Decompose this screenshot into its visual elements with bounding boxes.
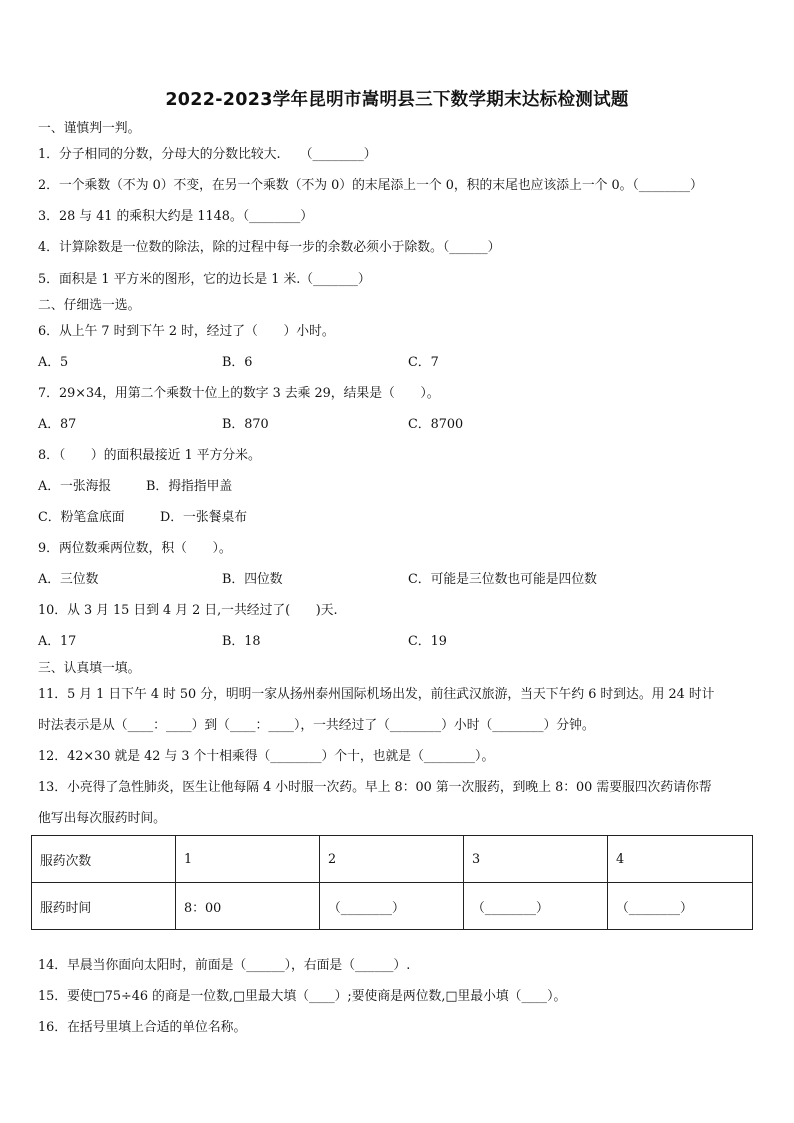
q7-option-c: C．8700 bbox=[408, 417, 464, 432]
q6-option-c: C．7 bbox=[408, 355, 439, 370]
answer-blank-cell[interactable]: （________） bbox=[608, 883, 753, 930]
q6-option-b: B．6 bbox=[222, 355, 253, 370]
question-4: 4．计算除数是一位数的除法，除的过程中每一步的余数必须小于除数。（______） bbox=[38, 240, 501, 255]
q8-option-c: C．粉笔盒底面 bbox=[38, 510, 125, 525]
question-16: 16．在括号里填上合适的单位名称。 bbox=[38, 1020, 247, 1035]
section-heading-judge: 一、谨慎判一判。 bbox=[38, 121, 141, 136]
table-cell: 2 bbox=[320, 836, 464, 883]
question-15: 15．要使□75÷46 的商是一位数,□里最大填（____）;要使商是两位数,□里最小填（____）。 bbox=[38, 989, 567, 1004]
q7-option-a: A．87 bbox=[38, 417, 77, 432]
q10-option-a: A．17 bbox=[38, 634, 77, 649]
q9-option-b: B．四位数 bbox=[222, 572, 283, 587]
section-heading-choose: 二、仔细选一选。 bbox=[38, 298, 141, 313]
question-2: 2．一个乘数（不为 0）不变，在另一个乘数（不为 0）的末尾添上一个 0，积的末尾也应该添上一个 0。（________） bbox=[38, 178, 703, 193]
question-11-line2: 时法表示是从（____：____）到（____：____），一共经过了（________）小时（________）分钟。 bbox=[38, 718, 595, 733]
q10-option-c: C．19 bbox=[408, 634, 447, 649]
question-11-line1: 11．5 月 1 日下午 4 时 50 分，明明一家从扬州泰州国际机场出发，前往武汉旅游，当天下午约 6 时到达。用 24 时计 bbox=[38, 687, 715, 702]
q8-option-b: B．拇指指甲盖 bbox=[146, 479, 233, 494]
q9-option-a: A．三位数 bbox=[38, 572, 99, 587]
table-row bbox=[32, 836, 753, 883]
answer-blank-cell[interactable]: （________） bbox=[320, 883, 464, 930]
q10-option-b: B．18 bbox=[222, 634, 261, 649]
table-cell: 服药次数 bbox=[32, 836, 176, 883]
q7-option-b: B．870 bbox=[222, 417, 269, 432]
q8-option-d: D．一张餐桌布 bbox=[160, 510, 248, 525]
question-1: 1．分子相同的分数，分母大的分数比较大. （________） bbox=[38, 147, 377, 162]
question-13-line2: 他写出每次服药时间。 bbox=[38, 811, 166, 826]
question-6: 6．从上午 7 时到下午 2 时，经过了（ ）小时。 bbox=[38, 324, 335, 339]
table-cell: 1 bbox=[176, 836, 320, 883]
q9-option-c: C．可能是三位数也可能是四位数 bbox=[408, 572, 597, 587]
page-title: 2022-2023学年昆明市嵩明县三下数学期末达标检测试题 bbox=[165, 90, 629, 110]
question-5: 5．面积是 1 平方米的图形，它的边长是 1 米.（_______） bbox=[38, 272, 371, 287]
table-cell: 8：00 bbox=[176, 883, 320, 930]
table-cell: 3 bbox=[464, 836, 608, 883]
question-9: 9．两位数乘两位数，积（ ）。 bbox=[38, 541, 232, 556]
question-8: 8．（ ）的面积最接近 1 平方分米。 bbox=[38, 448, 261, 463]
section-heading-fill: 三、认真填一填。 bbox=[38, 661, 141, 676]
question-13-line1: 13．小亮得了急性肺炎，医生让他每隔 4 小时服一次药。早上 8：00 第一次服药，到晚上 8：00 需要服四次药请你帮 bbox=[38, 780, 712, 795]
table-row bbox=[32, 883, 753, 930]
medication-table bbox=[31, 835, 753, 930]
q6-option-a: A．5 bbox=[38, 355, 69, 370]
question-10: 10．从 3 月 15 日到 4 月 2 日,一共经过了( )天. bbox=[38, 603, 338, 618]
table-cell: 服药时间 bbox=[32, 883, 176, 930]
question-14: 14．早晨当你面向太阳时，前面是（______），右面是（______）. bbox=[38, 958, 411, 973]
table-cell: 4 bbox=[608, 836, 753, 883]
question-7: 7．29×34，用第二个乘数十位上的数字 3 去乘 29，结果是（ ）。 bbox=[38, 386, 440, 401]
answer-blank-cell[interactable]: （________） bbox=[464, 883, 608, 930]
question-3: 3．28 与 41 的乘积大约是 1148。（________） bbox=[38, 209, 314, 224]
question-12: 12．42×30 就是 42 与 3 个十相乘得（________）个十，也就是（________）。 bbox=[38, 749, 495, 764]
q8-option-a: A．一张海报 bbox=[38, 479, 112, 494]
